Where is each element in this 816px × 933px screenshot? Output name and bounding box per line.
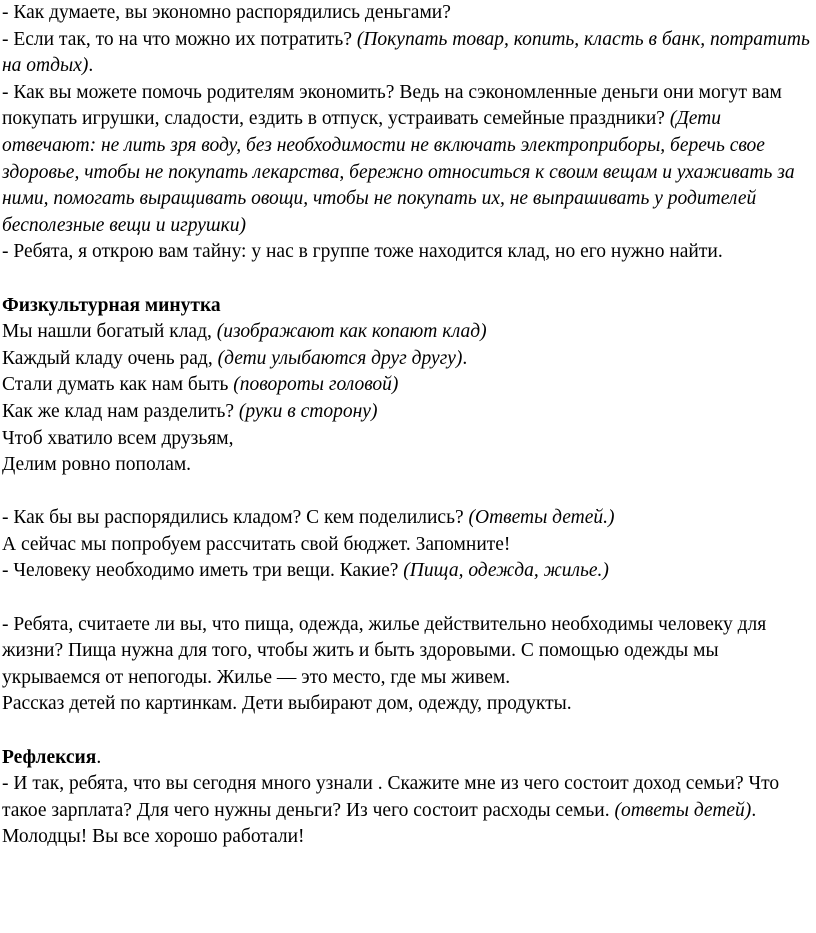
- exercise-line: [2, 346, 810, 373]
- text: - Как думаете, вы экономно распорядились деньгами?: [2, 2, 451, 23]
- exercise-line: [2, 452, 810, 479]
- blank-line: [2, 718, 810, 745]
- text: - Если так, то на что можно их потратить?: [2, 28, 352, 50]
- exercise-line: [2, 399, 810, 426]
- italic-answer: (ответы детей): [614, 799, 752, 821]
- paragraph-reflection-questions: [2, 771, 810, 824]
- text: - И так, ребята, что вы сегодня много узнали . Скажите мне из чего состоит доход семьи? Что такое зарплата? Для чего нужны деньги? Из чего состоит расходы семьи.: [2, 773, 780, 821]
- heading-text: Рефлексия: [2, 746, 97, 768]
- text: - Как вы можете помочь родителям экономить? Ведь на сэкономленные деньги они могут вам покупать игрушки, сладости, ездить в отпуск, устраивать семейные праздники?: [2, 81, 782, 130]
- paragraph-praise: [2, 824, 810, 851]
- italic-action: (изображают как копают клад): [216, 321, 487, 343]
- text: - Ребята, я открою вам тайну: у нас в группе тоже находится клад, но его нужно найти.: [2, 241, 723, 263]
- heading-exercise: [2, 293, 810, 320]
- text: А сейчас мы попробуем рассчитать свой бюджет. Запомните!: [2, 533, 511, 555]
- paragraph-three-things: [2, 558, 810, 585]
- exercise-line: [2, 319, 810, 346]
- italic-answer: (Дети отвечают: не лить зря воду, без необходимости не включать электроприборы, беречь свое здоровье, чтобы не покупать лекарства, бережно относиться к своим вещам и ухаживать за ними, помогать выращивать овощи, чтобы не покупать их, не выпрашивать у родителей бесполезные вещи и игрушки): [2, 108, 795, 236]
- heading-reflection: [2, 745, 810, 772]
- blank-line: [2, 479, 810, 506]
- paragraph-budget: [2, 532, 810, 559]
- italic-action: (руки в сторону): [238, 400, 378, 422]
- italic-action: (дети улыбаются друг другу): [217, 347, 463, 369]
- text: Молодцы! Вы все хорошо работали!: [2, 826, 305, 848]
- blank-line: [2, 585, 810, 612]
- text: - Ребята, считаете ли вы, что пища, одежда, жилье действительно необходимы человеку для жизни? Пища нужна для того, чтобы жить и быть здоровыми. С помощью одежды мы укрываемся от непогоды. Жилье — это место, где мы живем.: [2, 613, 767, 688]
- punctuation: .: [88, 55, 94, 77]
- paragraph-secret: [2, 239, 810, 266]
- italic-answer: (Пища, одежда, жилье.): [403, 560, 609, 582]
- blank-line: [2, 266, 810, 293]
- italic-action: (повороты головой): [233, 374, 399, 396]
- punctuation: .: [462, 347, 468, 369]
- punctuation: .: [751, 799, 757, 821]
- heading-text: Физкультурная минутка: [2, 294, 221, 316]
- text: Как же клад нам разделить?: [2, 400, 239, 422]
- paragraph-help-parents: [2, 80, 810, 240]
- text: Чтоб хватило всем друзьям,: [2, 427, 234, 449]
- text: Каждый кладу очень рад,: [2, 347, 218, 369]
- italic-answer: (Покупать товар, копить, класть в банк, потратить на отдых): [2, 28, 810, 77]
- text: Мы нашли богатый клад,: [2, 321, 217, 343]
- paragraph-necessities: [2, 612, 810, 692]
- exercise-line: [2, 372, 810, 399]
- text: - Как бы вы распорядились кладом? С кем поделились?: [2, 507, 469, 529]
- italic-answer: (Ответы детей.): [468, 507, 615, 529]
- text: Рассказ детей по картинкам. Дети выбирают дом, одежду, продукты.: [2, 693, 572, 715]
- paragraph-question-economy: [2, 0, 810, 27]
- exercise-line: [2, 426, 810, 453]
- text: Делим ровно пополам.: [2, 454, 192, 476]
- paragraph-question-spend: [2, 27, 810, 80]
- paragraph-pictures: [2, 691, 810, 718]
- text: Стали думать как нам быть: [2, 374, 234, 396]
- text: - Человеку необходимо иметь три вещи. Какие?: [2, 560, 404, 582]
- punctuation: .: [96, 746, 102, 768]
- paragraph-treasure-question: [2, 505, 810, 532]
